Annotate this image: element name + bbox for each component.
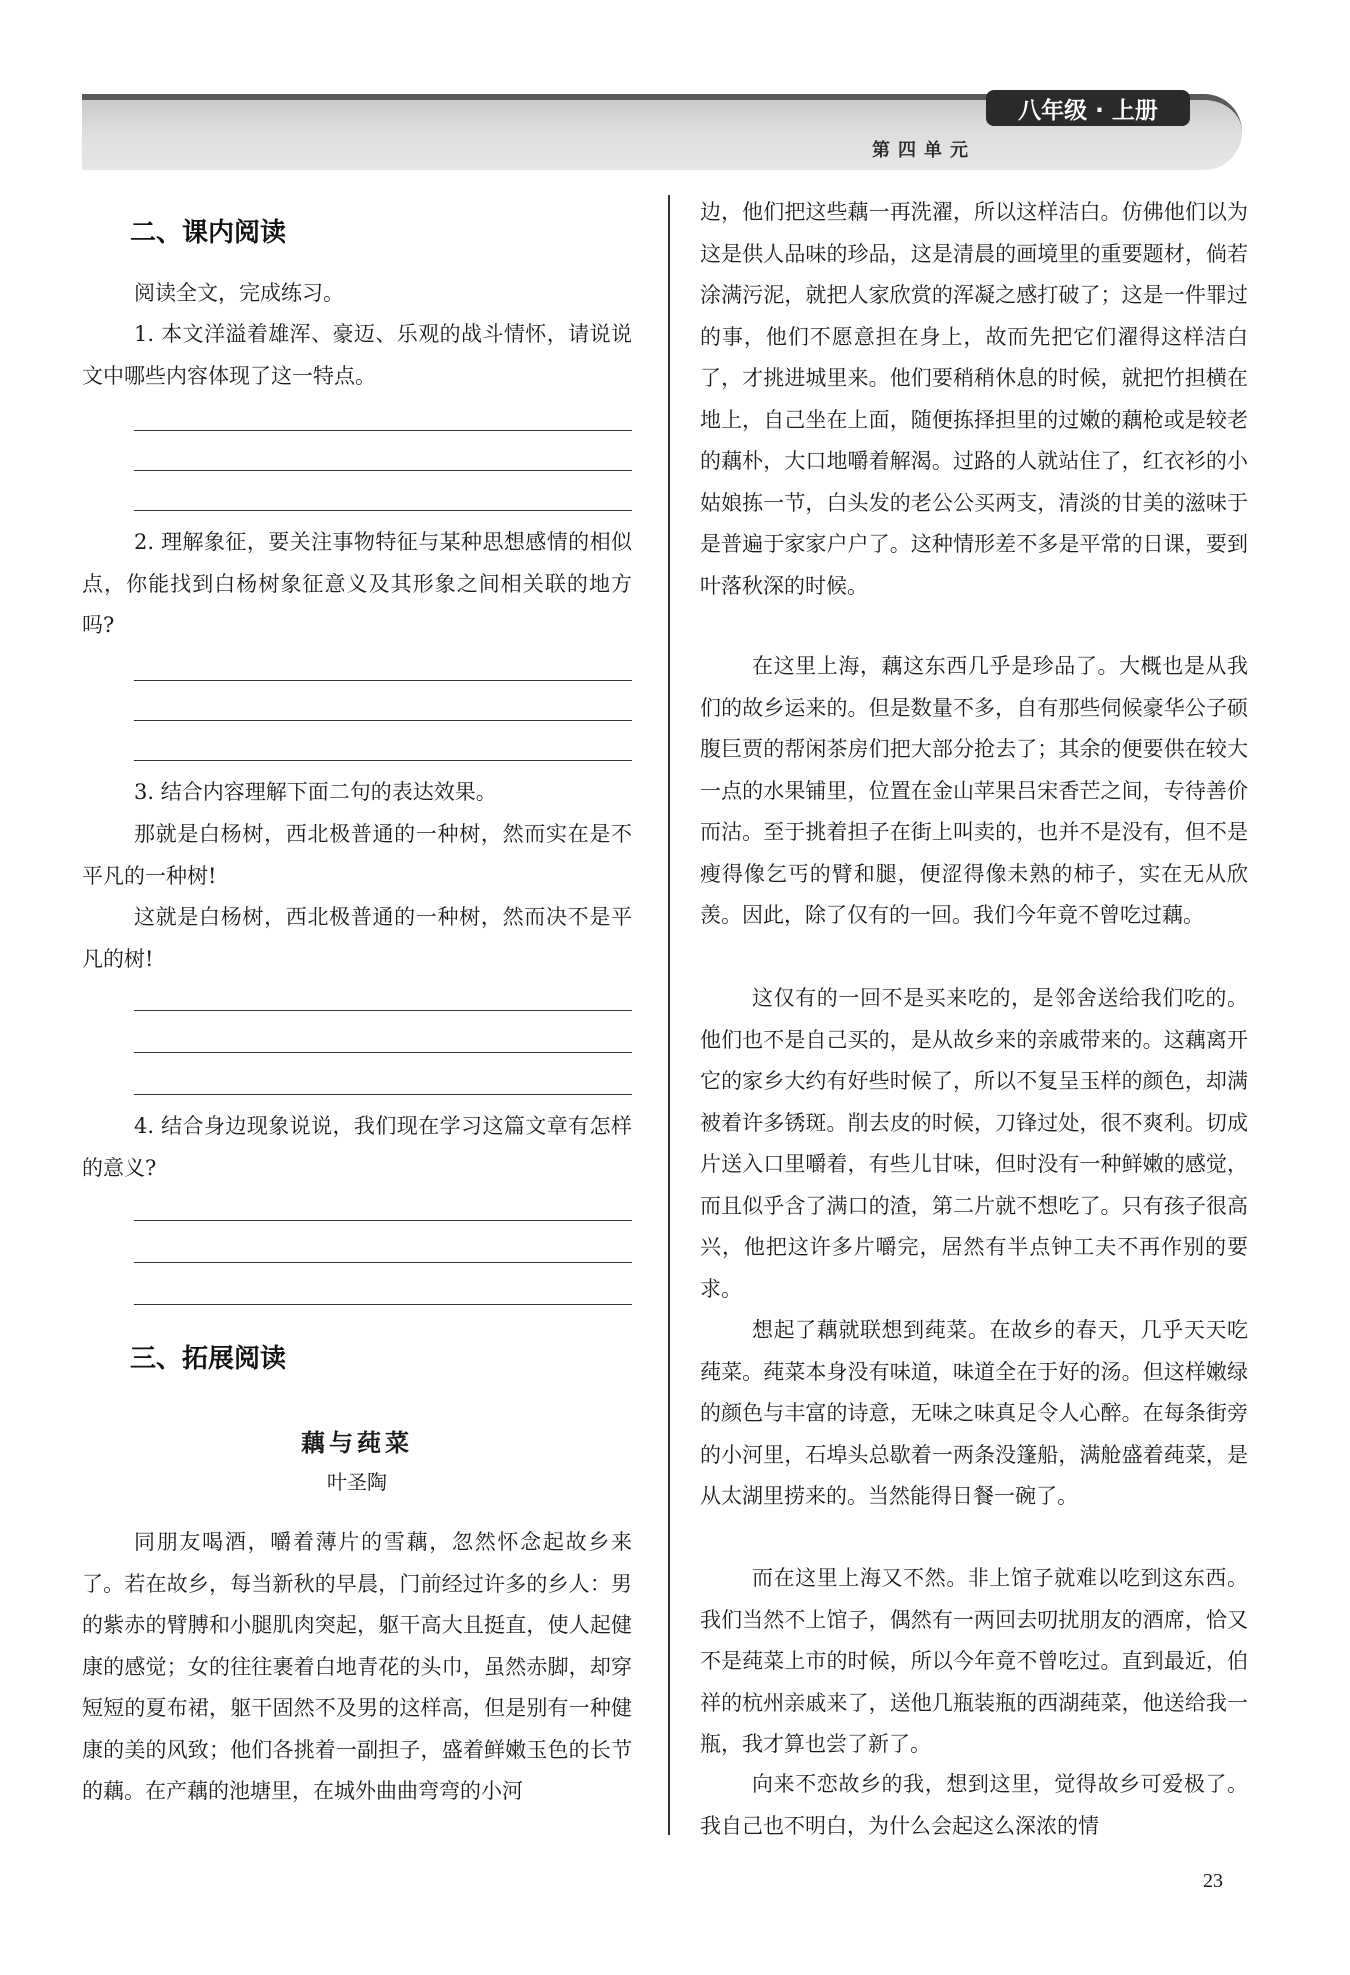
- answer-line[interactable]: [134, 720, 632, 721]
- question-4: 4. 结合身边现象说说，我们现在学习这篇文章有怎样的意义?: [82, 1114, 632, 1180]
- question-3-sentence-1: 那就是白杨树，西北极普通的一种树，然而实在是不平凡的一种树!: [82, 822, 632, 888]
- unit-label: 第四单元: [872, 140, 976, 161]
- column-divider: [668, 195, 670, 1835]
- answer-line[interactable]: [134, 1052, 632, 1053]
- page-number: 23: [1203, 1870, 1223, 1892]
- answer-line[interactable]: [134, 760, 632, 761]
- answer-line[interactable]: [134, 510, 632, 511]
- section-title-extended-reading: 三、拓展阅读: [130, 1344, 287, 1374]
- question-3-sentence-2: 这就是白杨树，西北极普通的一种树，然而决不是平凡的树!: [82, 905, 632, 971]
- section-title-in-class-reading: 二、课内阅读: [130, 218, 287, 248]
- instruction-text: 阅读全文，完成练习。: [134, 281, 344, 305]
- answer-line[interactable]: [134, 1094, 632, 1095]
- article-paragraph-1: 同朋友喝酒，嚼着薄片的雪藕，忽然怀念起故乡来了。若在故乡，每当新秋的早晨，门前经过许多的乡人：男的紫赤的臂膊和小腿肌肉突起，躯干高大且挺直，使人起健康的感觉；女的往往裹着白地青花的头巾，虽然赤脚，却穿短短的夏布裙，躯干固然不及男的这样高，但是别有一种健康的美的风致；他们各挑着一副担子，盛着鲜嫩玉色的长节的藕。在产藕的池塘里，在城外曲曲弯弯的小河: [82, 1530, 632, 1803]
- article-author: 叶圣陶: [327, 1470, 387, 1494]
- answer-line[interactable]: [134, 1010, 632, 1011]
- question-2: 2. 理解象征，要关注事物特征与某种思想感情的相似点，你能找到白杨树象征意义及其形象之间相关联的地方吗?: [82, 530, 632, 637]
- answer-line[interactable]: [134, 1304, 632, 1305]
- article-paragraph: 向来不恋故乡的我，想到这里，觉得故乡可爱极了。我自己也不明白，为什么会起这么深浓的情: [700, 1772, 1248, 1838]
- answer-line[interactable]: [134, 1220, 632, 1221]
- answer-line[interactable]: [134, 680, 632, 681]
- answer-line[interactable]: [134, 470, 632, 471]
- article-paragraph: 想起了藕就联想到莼菜。在故乡的春天，几乎天天吃莼菜。莼菜本身没有味道，味道全在于好的汤。但这样嫩绿的颜色与丰富的诗意，无味之味真足令人心醉。在每条街旁的小河里，石埠头总歇着一两条没篷船，满舱盛着莼菜，是从太湖里捞来的。当然能得日餐一碗了。: [700, 1318, 1248, 1508]
- question-3: 3. 结合内容理解下面二句的表达效果。: [134, 780, 497, 804]
- question-1: 1. 本文洋溢着雄浑、豪迈、乐观的战斗情怀，请说说文中哪些内容体现了这一特点。: [82, 322, 632, 388]
- answer-line[interactable]: [134, 1262, 632, 1263]
- answer-line[interactable]: [134, 430, 632, 431]
- article-paragraph: 而在这里上海又不然。非上馆子就难以吃到这东西。我们当然不上馆子，偶然有一两回去叨扰朋友的酒席，恰又不是莼菜上市的时候，所以今年竟不曾吃过。直到最近，伯祥的杭州亲戚来了，送他几瓶装瓶的西湖莼菜，他送给我一瓶，我才算也尝了新了。: [700, 1566, 1248, 1756]
- article-title: 藕与莼菜: [301, 1429, 413, 1457]
- grade-tab: 八年级 · 上册: [986, 90, 1190, 126]
- article-paragraph: 在这里上海，藕这东西几乎是珍品了。大概也是从我们的故乡运来的。但是数量不多，自有那些伺候豪华公子硕腹巨贾的帮闲茶房们把大部分抢去了；其余的便要供在较大一点的水果铺里，位置在金山苹果吕宋香芒之间，专待善价而沽。至于挑着担子在街上叫卖的，也并不是没有，但不是瘦得像乞丐的臂和腿，便涩得像未熟的柿子，实在无从欣羡。因此，除了仅有的一回。我们今年竟不曾吃过藕。: [700, 654, 1248, 927]
- article-paragraph-continued: 边，他们把这些藕一再洗濯，所以这样洁白。仿佛他们以为这是供人品味的珍品，这是清晨的画境里的重要题材，倘若涂满污泥，就把人家欣赏的浑凝之感打破了；这是一件罪过的事，他们不愿意担在身上，故而先把它们濯得这样洁白了，才挑进城里来。他们要稍稍休息的时候，就把竹担横在地上，自己坐在上面，随便拣择担里的过嫩的藕枪或是较老的藕朴，大口地嚼着解渴。过路的人就站住了，红衣衫的小姑娘拣一节，白头发的老公公买两支，清淡的甘美的滋味于是普遍于家家户户了。这种情形差不多是平常的日课，要到叶落秋深的时候。: [700, 200, 1248, 598]
- article-paragraph: 这仅有的一回不是买来吃的，是邻舍送给我们吃的。他们也不是自己买的，是从故乡来的亲戚带来的。这藕离开它的家乡大约有好些时候了，所以不复呈玉样的颜色，却满被着许多锈斑。削去皮的时候，刀锋过处，很不爽利。切成片送入口里嚼着，有些儿甘味，但时没有一种鲜嫩的感觉，而且似乎含了满口的渣，第二片就不想吃了。只有孩子很高兴，他把这许多片嚼完，居然有半点钟工夫不再作别的要求。: [700, 986, 1248, 1301]
